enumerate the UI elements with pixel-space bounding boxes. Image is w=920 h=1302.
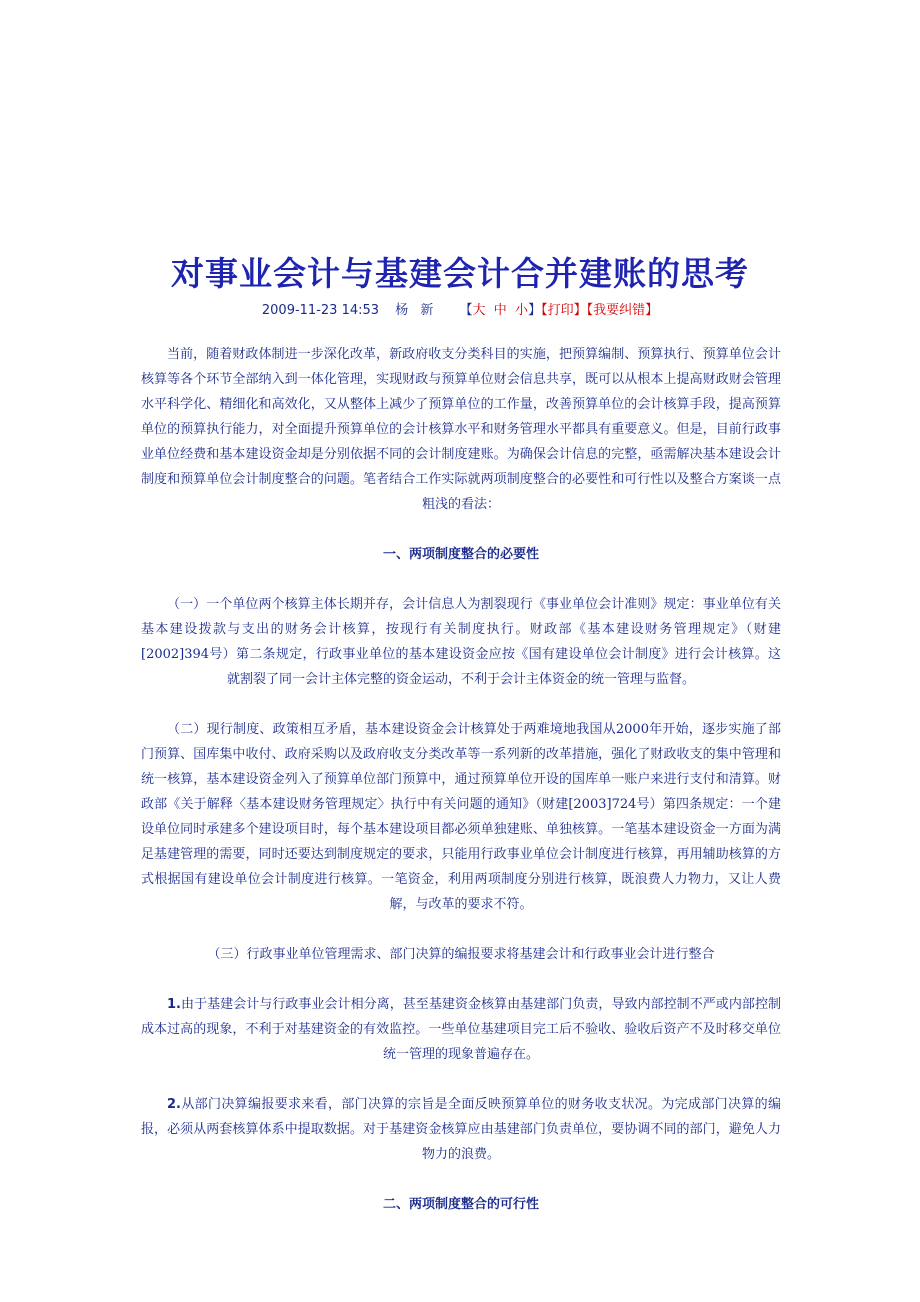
font-large-link[interactable]: 大 (472, 303, 486, 318)
section-heading-2: 二、两项制度整合的可行性 (382, 1197, 539, 1212)
article-body (141, 342, 781, 1242)
author-name: 杨 新 (395, 303, 438, 318)
list-item-2-text: 从部门决算编报要求来看，部门决算的宗旨是全面反映预算单位的财务收支状况。为完成部门决算的编报，必须从两套核算体系中提取数据。对于基建资金核算应由基建部门负责单位，要协调不同的部门，避免人力物力的浪费。 (141, 1097, 781, 1162)
list-item-1 (141, 992, 781, 1067)
report-error-link[interactable]: 【我要纠错】 (586, 303, 659, 318)
publish-date: 2009-11-23 14:53 (261, 303, 380, 318)
list-item-2 (141, 1092, 781, 1167)
paragraph-1: （一）一个单位两个核算主体长期并存，会计信息人为割裂现行《事业单位会计准则》规定：事业单位有关基本建设拨款与支出的财务会计核算，按现行有关制度执行。财政部《基本建设财务管理规定》（财建[2002]394号）第二条规定，行政事业单位的基本建设资金应按《国有建设单位会计制度》进行会计核算。这就割裂了同一会计主体完整的资金运动，不利于会计主体资金的统一管理与监督。 (141, 597, 781, 687)
font-medium-link[interactable]: 中 (493, 303, 507, 318)
print-link[interactable]: 【打印】 (541, 303, 587, 318)
list-item-1-number: 1. (167, 997, 181, 1012)
paragraph-2: （二）现行制度、政策相互矛盾，基本建设资金会计核算处于两难境地我国从2000年开始，逐步实施了部门预算、国库集中收付、政府采购以及政府收支分类改革等一系列新的改革措施，强化了财政收支的集中管理和统一核算，基本建设资金列入了预算单位部门预算中，通过预算单位开设的国库单一账户来进行支付和清算。财政部《关于解释〈基本建设财务管理规定〉执行中有关问题的通知》（财建[2003]724号）第四条规定：一个建设单位同时承建多个建设项目时，每个基本建设项目都必须单独建账、单独核算。一笔基本建设资金一方面为满足基建管理的需要，同时还要达到制度规定的要求，只能用行政事业单位会计制度进行核算，再用辅助核算的方式根据国有建设单位会计制度进行核算。一笔资金，利用两项制度分别进行核算，既浪费人力物力，又让人费解，与改革的要求不符。 (141, 722, 781, 912)
intro-paragraph: 当前，随着财政体制进一步深化改革，新政府收支分类科目的实施，把预算编制、预算执行、预算单位会计核算等各个环节全部纳入到一体化管理，实现财政与预算单位财会信息共享，既可以从根本上提高财政财会管理水平科学化、精细化和高效化，又从整体上减少了预算单位的工作量，改善预算单位的会计核算手段，提高预算单位的预算执行能力，对全面提升预算单位的会计核算水平和财务管理水平都具有重要意义。但是，目前行政事业单位经费和基本建设资金却是分别依据不同的会计制度建账。为确保会计信息的完整，亟需解决基本建设会计制度和预算单位会计制度整合的问题。笔者结合工作实际就两项制度整合的必要性和可行性以及整合方案谈一点粗浅的看法： (141, 347, 781, 512)
font-bracket-close: 】 (528, 303, 542, 318)
font-bracket-open: 【 (459, 303, 473, 318)
page-title: 对事业会计与基建会计合并建账的思考 (171, 254, 749, 293)
font-small-link[interactable]: 小 (515, 303, 529, 318)
font-size-controls (459, 303, 541, 318)
list-item-1-text: 由于基建会计与行政事业会计相分离，甚至基建资金核算由基建部门负责，导致内部控制不严或内部控制成本过高的现象，不利于对基建资金的有效监控。一些单位基建项目完工后不验收、验收后资产不及时移交单位统一管理的现象普遍存在。 (141, 997, 781, 1062)
subheading-3: （三）行政事业单位管理需求、部门决算的编报要求将基建会计和行政事业会计进行整合 (207, 947, 715, 962)
article-meta (0, 299, 920, 318)
list-item-2-number: 2. (167, 1097, 181, 1112)
section-heading-1: 一、两项制度整合的必要性 (382, 547, 539, 562)
